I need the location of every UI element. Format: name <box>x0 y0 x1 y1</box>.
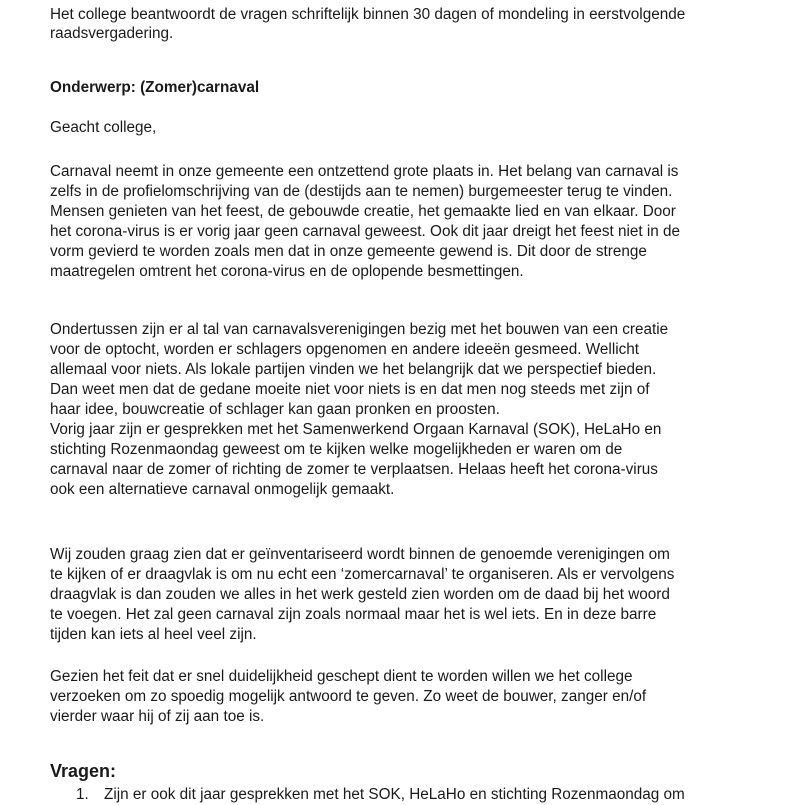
paragraph-line: Gezien het feit dat er snel duidelijkheid geschept dient te worden willen we het college <box>50 668 633 685</box>
subject-heading: Onderwerp: (Zomer)carnaval <box>50 79 260 96</box>
paragraph-line: maatregelen omtrent het corona-virus en de oplopende besmettingen. <box>50 263 524 280</box>
paragraph-line: stichting Rozenmaondag geweest om te kijken welke mogelijkheden er waren om de <box>50 441 623 458</box>
paragraph-line: te voegen. Het zal geen carnaval zijn zoals normaal maar het is wel iets. En in deze barre <box>50 606 657 623</box>
paragraph-line: Vorig jaar zijn er gesprekken met het Samenwerkend Orgaan Karnaval (SOK), HeLaHo en <box>50 421 662 438</box>
paragraph-line: Carnaval neemt in onze gemeente een ontzettend grote plaats in. Het belang van carnaval is <box>50 163 679 180</box>
paragraph-line: carnaval naar de zomer of richting de zomer te verplaatsen. Helaas heeft het corona-virus <box>50 461 658 478</box>
paragraph-line: Dan weet men dat de gedane moeite niet voor niets is en dat men nog steeds met zijn of <box>50 381 650 398</box>
paragraph-line: draagvlak is dan zouden we alles in het werk gesteld zien worden om de daad bij het woord <box>50 586 670 603</box>
text-line: raadsvergadering. <box>50 25 174 42</box>
questions-heading: Vragen: <box>50 761 117 781</box>
text-line: Het college beantwoordt de vragen schriftelijk binnen 30 dagen of mondeling in eerstvolgende <box>50 6 686 23</box>
paragraph-line: Ondertussen zijn er al tal van carnavalsverenigingen bezig met het bouwen van een creatie <box>50 321 669 338</box>
question-number: 1. <box>76 786 89 803</box>
paragraph-line: haar idee, bouwcreatie of schlager kan gaan pronken en proosten. <box>50 401 500 418</box>
paragraph-line: tijden kan iets al heel veel zijn. <box>50 626 257 643</box>
question-text: Zijn er ook dit jaar gesprekken met het SOK, HeLaHo en stichting Rozenmaondag om <box>104 786 685 803</box>
paragraph-line: zelfs in de profielomschrijving van de (destijds aan te nemen) burgemeester terug te vinden. <box>50 183 673 200</box>
question-item <box>76 785 685 805</box>
paragraph-line: Mensen genieten van het feest, de gebouwde creatie, het gemaakte lied en van elkaar. Door <box>50 203 676 220</box>
salutation: Geacht college, <box>50 119 157 136</box>
paragraph-line: ook een alternatieve carnaval onmogelijk gemaakt. <box>50 481 395 498</box>
paragraph-line: vorm gevierd te worden zoals men dat in onze gemeente gewend is. Dit door de strenge <box>50 243 647 260</box>
paragraph-line: te kijken of er draagvlak is om nu echt een ‘zomercarnaval’ te organiseren. Als er vervolgens <box>50 566 675 583</box>
paragraph-line: verzoeken om zo spoedig mogelijk antwoord te geven. Zo weet de bouwer, zanger en/of <box>50 688 647 705</box>
paragraph-line: voor de optocht, worden er schlagers opgenomen en andere ideeën gesmeed. Wellicht <box>50 341 640 358</box>
paragraph-line: het corona-virus is er vorig jaar geen carnaval geweest. Ook dit jaar dreigt het feest niet in de <box>50 223 681 240</box>
paragraph-line: vierder waar hij of zij aan toe is. <box>50 708 265 725</box>
paragraph-line: allemaal voor niets. Als lokale partijen vinden we het belangrijk dat we perspectief bieden. <box>50 361 657 378</box>
paragraph-line: Wij zouden graag zien dat er geïnventariseerd wordt binnen de genoemde verenigingen om <box>50 546 670 563</box>
